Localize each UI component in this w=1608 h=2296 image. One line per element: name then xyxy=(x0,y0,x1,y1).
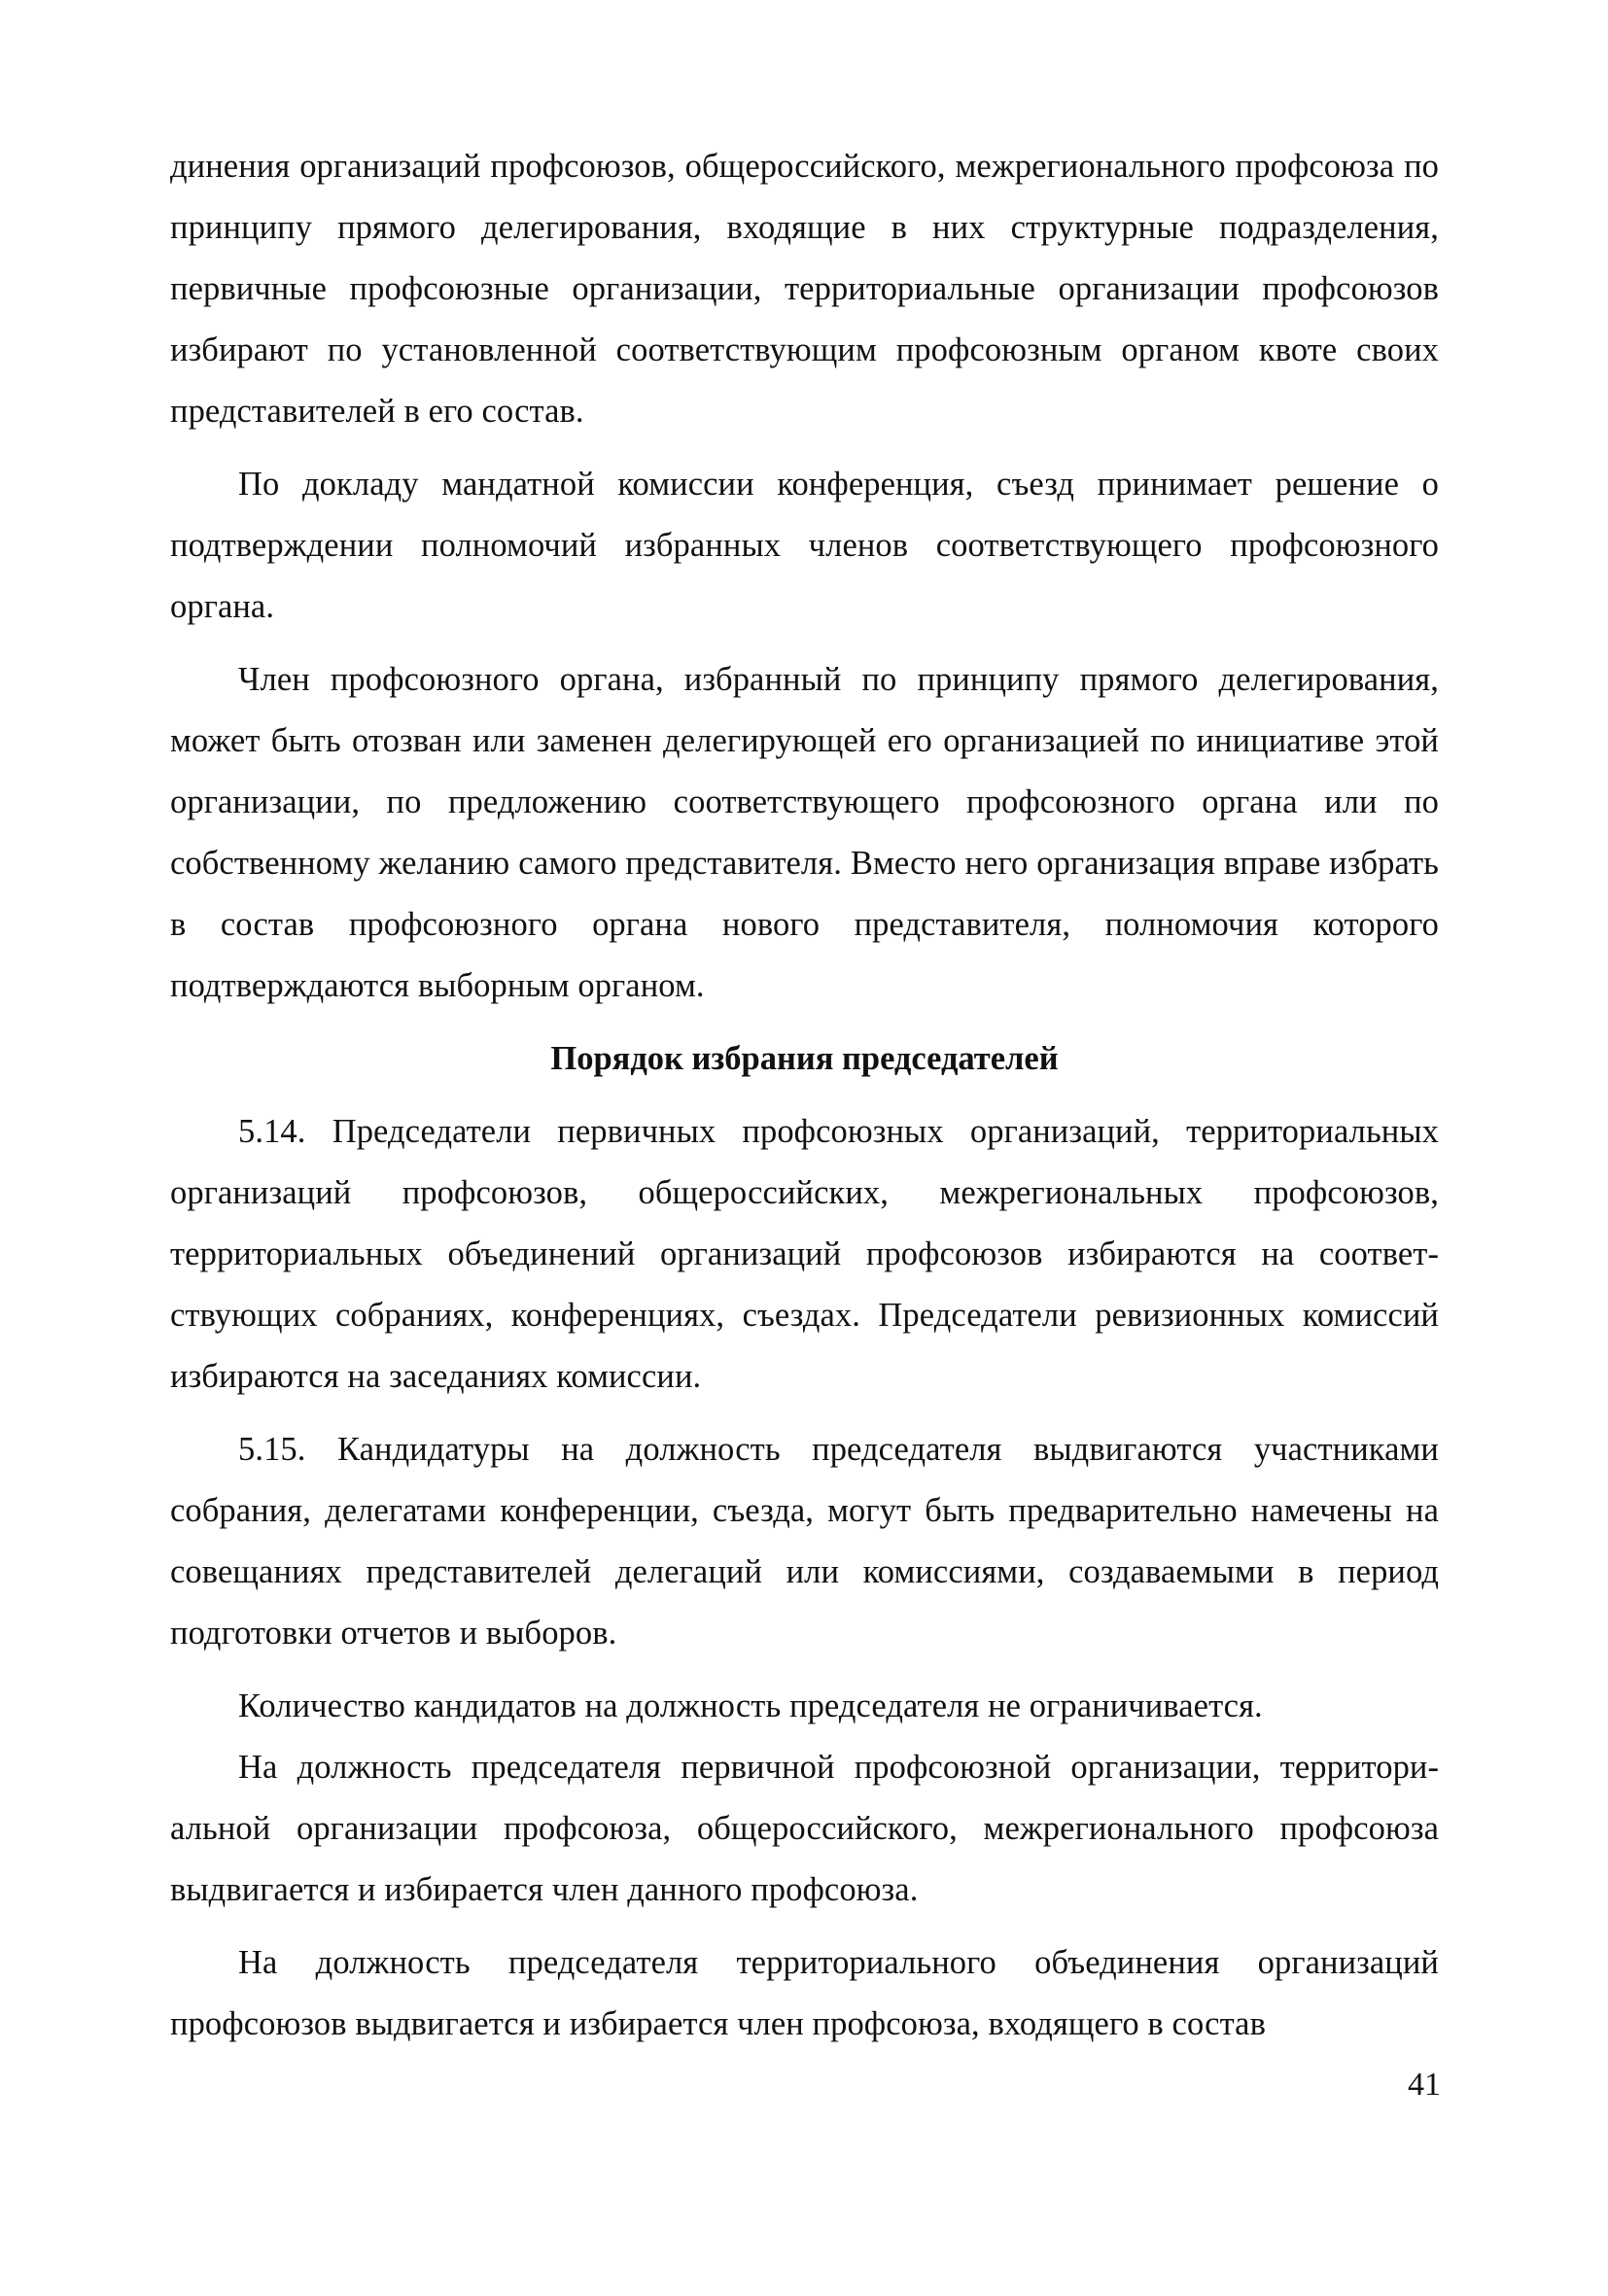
document-body xyxy=(170,136,1439,2055)
paragraph-member-recall: Член профсоюзного органа, избранный по принципу прямого делегирования, может быть отозван или заменен делегирующей его организацией по инициативе этой организации, по предложению соответствующего профсоюзного органа или по собственному желанию самого представителя. Вместо него организация вправе избрать в состав профсоюзного органа нового представителя, полномочия которого подтверждаются выборным органом. xyxy=(170,661,1439,1004)
section-heading: Порядок избрания председателей xyxy=(550,1040,1059,1077)
paragraph-mandate-commission: По докладу мандатной комиссии конференция, съезд принимает решение о подтверждении полномочий избранных членов соответствующего профсоюзного органа. xyxy=(170,466,1439,625)
paragraph-5-15: 5.15. Кандидатуры на должность председателя выдвигаются участниками собрания, делегатами конференции, съезда, могут быть предварительно намечены на совещаниях представителей делегаций или комиссиями, создаваемыми в период подготовки отчетов и выборов. xyxy=(170,1431,1439,1652)
paragraph-territorial-chair: На должность председателя территориального объединения организаций профсоюзов выдвигается и избирается член профсоюза, входящего в состав xyxy=(170,1944,1439,2042)
page-number: 41 xyxy=(1408,2067,1441,2103)
paragraph-candidate-count: Количество кандидатов на должность председателя не ограничивается. xyxy=(238,1687,1263,1724)
paragraph-continuation: динения организаций профсоюзов, общероссийского, межрегионального профсоюза по принципу прямого делегирования, входящие в них структурные подразделения, первичные профсоюзные организации, территориальные организации профсоюзов избирают по установленной соответствующим профсоюзным органом квоте своих представителей в его состав. xyxy=(170,148,1439,430)
paragraph-5-14: 5.14. Председатели первичных профсоюзных организаций, территориальных организаций профсоюзов, общероссийских, межрегиональных профсоюзов, территориальных объединений организаций профсоюзов избираются на соответствующих собраниях, конференциях, съездах. Председатели ревизионных комиссий избираются на заседаниях комиссии. xyxy=(170,1113,1439,1395)
paragraph-primary-org-chair: На должность председателя первичной профсоюзной организации, территориальной организации профсоюза, общероссийского, межрегионального профсоюза выдвигается и избирается член данного профсоюза. xyxy=(170,1749,1439,1908)
